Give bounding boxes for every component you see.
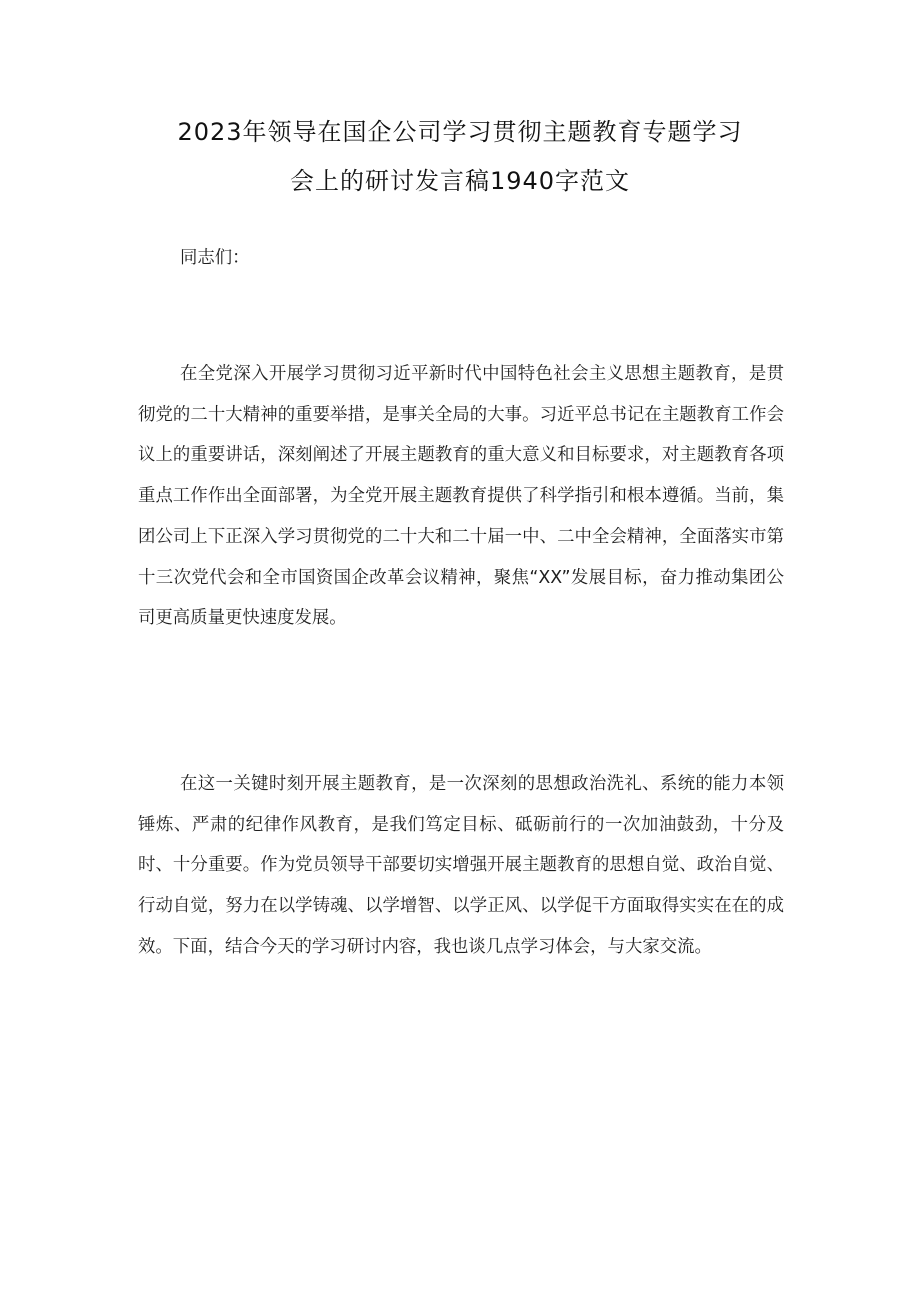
title-line-1: 2023年领导在国企公司学习贯彻主题教育专题学习 bbox=[177, 118, 743, 146]
salutation: 同志们： bbox=[180, 248, 250, 268]
paragraph-1: 在全党深入开展学习贯彻习近平新时代中国特色社会主义思想主题教育，是贯彻党的二十大精神的重要举措，是事关全局的大事。习近平总书记在主题教育工作会议上的重要讲话，深刻阐述了开展主题教育的重大意义和目标要求，对主题教育各项重点工作作出全面部署，为全党开展主题教育提供了科学指引和根本遵循。当前，集团公司上下正深入学习贯彻党的二十大和二十届一中、二中全会精神，全面落实市第十三次党代会和全市国资国企改革会议精神，聚焦“XX”发展目标，奋力推动集团公司更高质量更快速度发展。 bbox=[138, 364, 784, 629]
paragraph-2: 在这一关键时刻开展主题教育，是一次深刻的思想政治洗礼、系统的能力本领锤炼、严肃的纪律作风教育，是我们笃定目标、砥砺前行的一次加油鼓劲，十分及时、十分重要。作为党员领导干部要切实增强开展主题教育的思想自觉、政治自觉、行动自觉，努力在以学铸魂、以学增智、以学正风、以学促干方面取得实实在在的成效。下面，结合今天的学习研讨内容，我也谈几点学习体会，与大家交流。 bbox=[138, 774, 784, 957]
document-title bbox=[110, 108, 810, 206]
title-line-2: 会上的研讨发言稿1940字范文 bbox=[289, 167, 631, 195]
